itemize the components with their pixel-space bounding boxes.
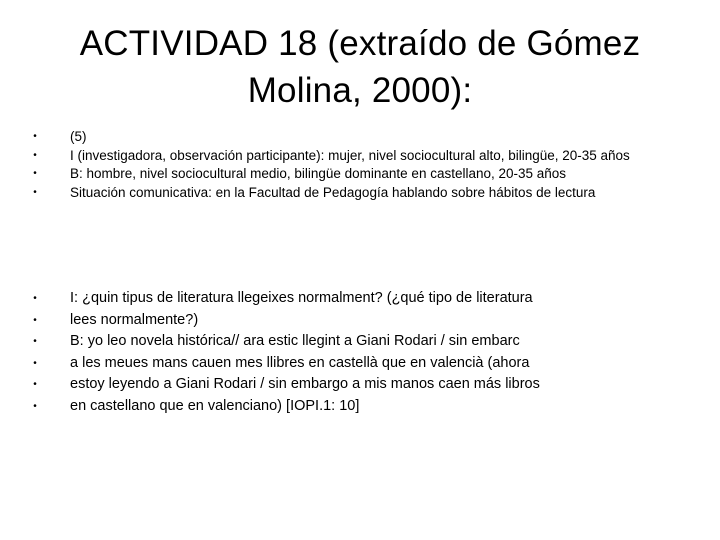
list-item-text: lees normalmente?) [70,311,199,328]
list-item-text: en castellano que en valenciano) [IOPI.1: 10] [70,397,360,414]
list-item-text: I (investigadora, observación participante): mujer, nivel sociocultural alto, bilingüe, 20-35 años [70,147,630,163]
list-item-text: B: yo leo novela histórica// ara estic llegint a Giani Rodari / sin embarc [70,333,520,349]
list-item [30,288,690,310]
list-item [30,396,690,418]
list-item-text: B: hombre, nivel sociocultural medio, bilingüe dominante en castellano, 20-35 años [70,166,567,181]
transcript-bullet-list [30,288,690,417]
list-item-text: estoy leyendo a Giani Rodari / sin embargo a mis manos caen más libros [70,376,540,392]
list-item [30,353,690,375]
bullet-icon: • [33,149,37,161]
slide-title-line-1: ACTIVIDAD 18 (extraído de Gómez [79,24,641,63]
list-item [30,149,690,164]
list-item-text: (5) [70,129,87,144]
bullet-icon: • [33,314,37,326]
bullet-icon: • [33,379,37,390]
list-item-text: I: ¿quin tipus de literatura llegeixes normalment? (¿qué tipo de literatura [70,290,533,306]
slide-title [60,20,660,114]
list-item-text: Situación comunicativa: en la Facultad de Pedagogía hablando sobre hábitos de lectura [70,184,596,200]
list-item [30,374,690,396]
list-item [30,167,690,182]
list-item [30,331,690,353]
list-item [30,186,690,201]
bullet-icon: • [33,357,37,369]
bullet-icon: • [33,131,37,142]
slide-title-line-2: Molina, 2000): [247,71,473,110]
bullet-icon: • [33,336,37,347]
list-item [30,130,690,145]
list-item [30,310,690,332]
list-item-text: a les meues mans cauen mes llibres en castellà que en valencià (ahora [70,354,530,371]
bullet-icon: • [33,186,37,198]
context-bullet-list [30,130,690,204]
bullet-icon: • [33,293,37,304]
bullet-icon: • [33,400,37,412]
bullet-icon: • [33,168,37,179]
